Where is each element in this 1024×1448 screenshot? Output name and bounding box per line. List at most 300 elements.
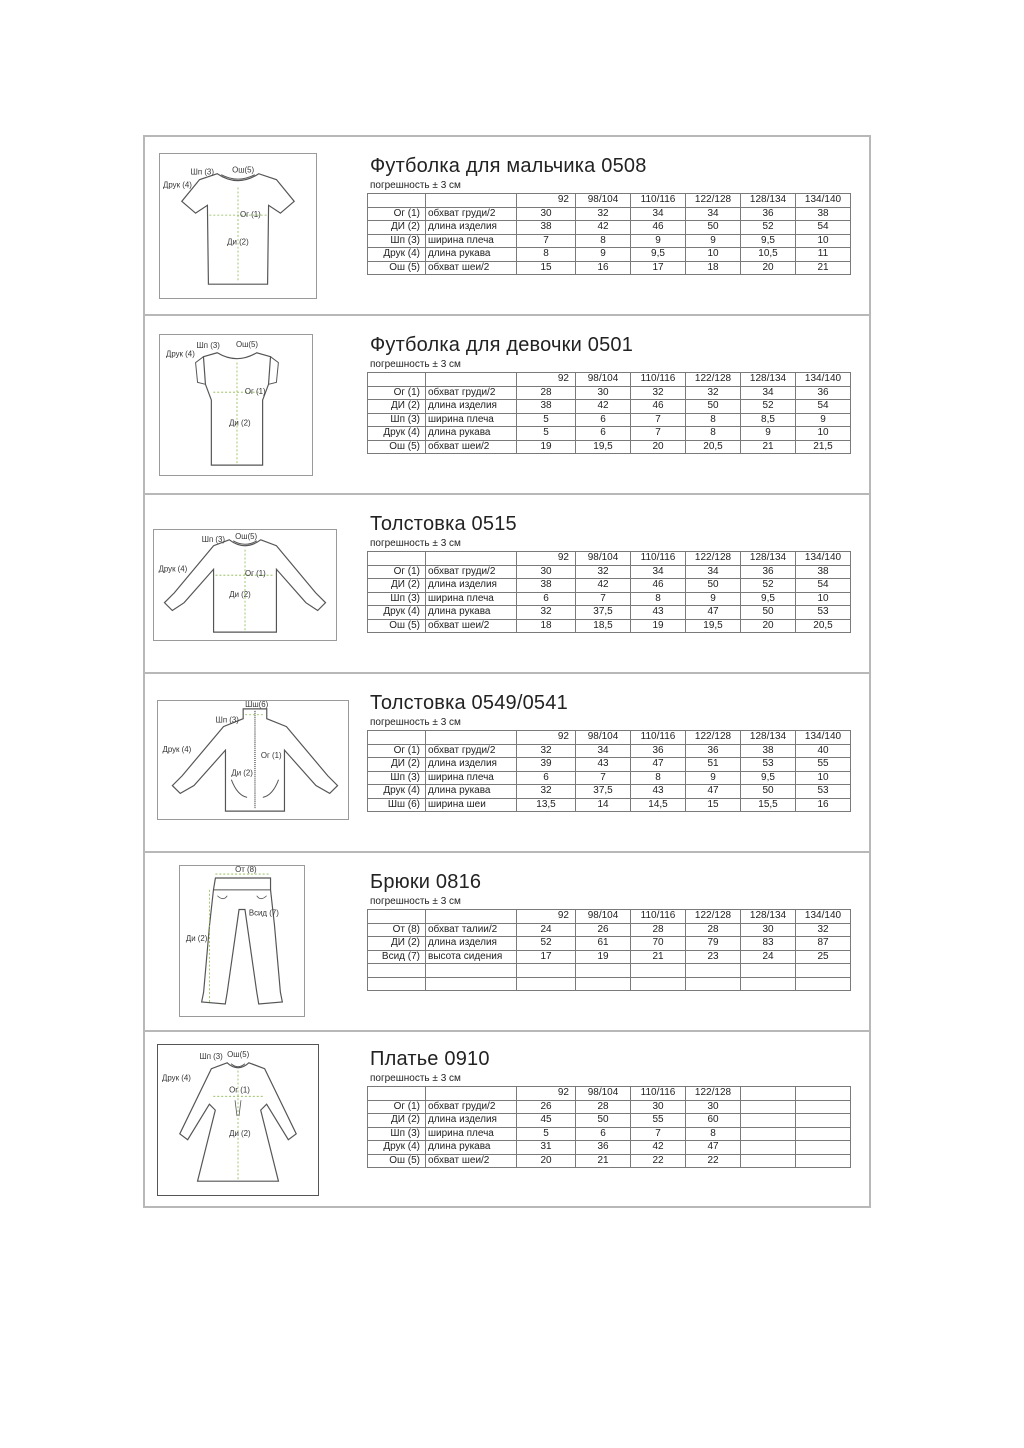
measure-value-cell: 30: [517, 207, 576, 221]
table-row: [368, 386, 851, 400]
measure-name-cell: длина изделия: [426, 1114, 517, 1128]
measure-value-cell: 20: [631, 440, 686, 454]
size-header-cell: 122/128: [686, 194, 741, 208]
table-row: [368, 440, 851, 454]
measure-value-cell: 28: [631, 923, 686, 937]
measure-value-cell: 32: [576, 207, 631, 221]
table-row: [368, 1127, 851, 1141]
measure-value-cell: 26: [576, 923, 631, 937]
label-og: Ог (1): [245, 569, 266, 579]
label-osh: Ош(5): [236, 339, 259, 349]
measure-value-cell: 9,5: [741, 771, 796, 785]
measure-value-cell: 6: [576, 427, 631, 441]
measure-code-cell: Ош (5): [368, 440, 426, 454]
measure-name-cell: обхват груди/2: [426, 1100, 517, 1114]
size-header-cell: 128/134: [741, 552, 796, 566]
tolerance-note: погрешность ± 3 см: [370, 717, 461, 728]
measure-code-cell: Друк (4): [368, 785, 426, 799]
size-table: [367, 372, 851, 454]
measure-value-cell: 51: [686, 758, 741, 772]
measure-name-cell: длина рукава: [426, 427, 517, 441]
measure-value-cell: 5: [517, 1127, 576, 1141]
size-header-cell: 92: [517, 194, 576, 208]
label-ot: От (8): [235, 866, 257, 875]
measure-value-cell: 24: [517, 923, 576, 937]
measure-value-cell: [796, 964, 851, 978]
measure-value-cell: 43: [576, 758, 631, 772]
size-header-cell: 98/104: [576, 194, 631, 208]
size-header-cell: 92: [517, 1087, 576, 1101]
measure-value-cell: 32: [796, 923, 851, 937]
measure-name-cell: обхват груди/2: [426, 386, 517, 400]
table-row: [368, 261, 851, 275]
measure-value-cell: 20: [741, 619, 796, 633]
measure-name-cell: длина изделия: [426, 400, 517, 414]
measure-value-cell: 6: [517, 592, 576, 606]
measure-value-cell: 50: [576, 1114, 631, 1128]
measure-name-cell: длина изделия: [426, 937, 517, 951]
measure-value-cell: [686, 977, 741, 991]
measure-code-cell: Друк (4): [368, 248, 426, 262]
measure-value-cell: 55: [631, 1114, 686, 1128]
measure-name-cell: длина изделия: [426, 221, 517, 235]
measure-value-cell: 10: [796, 427, 851, 441]
table-row: [368, 964, 851, 978]
label-di: Ди (2): [227, 237, 249, 247]
measure-value-cell: 30: [631, 1100, 686, 1114]
measure-value-cell: 19: [631, 619, 686, 633]
measure-value-cell: 9,5: [631, 248, 686, 262]
header-blank-cell: [426, 731, 517, 745]
label-di: Ди (2): [229, 1128, 251, 1138]
section-girl-tshirt: [145, 316, 869, 495]
measure-value-cell: 36: [796, 386, 851, 400]
measure-value-cell: 34: [576, 744, 631, 758]
measure-value-cell: [741, 964, 796, 978]
label-og: Ог (1): [239, 210, 261, 220]
measure-value-cell: 36: [686, 744, 741, 758]
size-header-cell: 128/134: [741, 373, 796, 387]
measure-name-cell: длина рукава: [426, 785, 517, 799]
measure-value-cell: 8: [686, 413, 741, 427]
header-blank-cell: [368, 1087, 426, 1101]
measure-value-cell: 36: [741, 207, 796, 221]
measure-code-cell: Шш (6): [368, 798, 426, 812]
measure-code-cell: ДИ (2): [368, 1114, 426, 1128]
measure-value-cell: 20: [517, 1154, 576, 1168]
measure-name-cell: ширина плеча: [426, 234, 517, 248]
measure-value-cell: 38: [796, 565, 851, 579]
measure-name-cell: обхват шеи/2: [426, 261, 517, 275]
measure-value-cell: 14,5: [631, 798, 686, 812]
measure-code-cell: Шп (3): [368, 234, 426, 248]
measure-value-cell: 6: [576, 1127, 631, 1141]
size-header-cell: 92: [517, 731, 576, 745]
size-header-row: [368, 910, 851, 924]
sweatshirt-sketch-icon: [154, 530, 336, 640]
measure-value-cell: 34: [686, 207, 741, 221]
measure-value-cell: 36: [631, 744, 686, 758]
table-row: [368, 744, 851, 758]
table-row: [368, 785, 851, 799]
measure-code-cell: Ош (5): [368, 619, 426, 633]
product-title: Футболка для девочки 0501: [370, 334, 634, 356]
table-row: [368, 798, 851, 812]
measure-name-cell: ширина плеча: [426, 592, 517, 606]
measure-value-cell: 9: [741, 427, 796, 441]
garment-sketch: [159, 153, 317, 299]
size-table: [367, 730, 851, 812]
measure-value-cell: 24: [741, 950, 796, 964]
size-header-cell: 92: [517, 373, 576, 387]
size-table: [367, 193, 851, 275]
measure-value-cell: 15: [517, 261, 576, 275]
measure-value-cell: 83: [741, 937, 796, 951]
measure-name-cell: длина рукава: [426, 1141, 517, 1155]
size-header-cell: 92: [517, 552, 576, 566]
measure-code-cell: Друк (4): [368, 606, 426, 620]
measure-value-cell: [576, 964, 631, 978]
measure-value-cell: 18: [517, 619, 576, 633]
size-header-cell: 128/134: [741, 910, 796, 924]
measure-code-cell: От (8): [368, 923, 426, 937]
measure-value-cell: 39: [517, 758, 576, 772]
table-row: [368, 619, 851, 633]
label-vsid: Всид (7): [248, 908, 279, 918]
size-header-cell: 128/134: [741, 731, 796, 745]
measure-value-cell: 46: [631, 221, 686, 235]
measure-value-cell: 9: [686, 234, 741, 248]
measure-value-cell: 6: [517, 771, 576, 785]
label-di: Ди (2): [185, 934, 208, 943]
header-blank-cell: [426, 194, 517, 208]
size-header-cell: 134/140: [796, 731, 851, 745]
measure-value-cell: 79: [686, 937, 741, 951]
measure-value-cell: 36: [741, 565, 796, 579]
size-header-cell: 134/140: [796, 552, 851, 566]
measure-code-cell: [368, 977, 426, 991]
table-row: [368, 565, 851, 579]
tolerance-note: погрешность ± 3 см: [370, 538, 461, 549]
measure-value-cell: 50: [686, 221, 741, 235]
size-header-cell: [796, 1087, 851, 1101]
measure-value-cell: 9: [631, 234, 686, 248]
measure-value-cell: 16: [576, 261, 631, 275]
measure-value-cell: 34: [631, 565, 686, 579]
measure-value-cell: 32: [517, 744, 576, 758]
measure-value-cell: 11: [796, 248, 851, 262]
table-row: [368, 1100, 851, 1114]
measure-value-cell: [796, 1114, 851, 1128]
size-header-cell: 110/116: [631, 731, 686, 745]
measure-code-cell: ДИ (2): [368, 937, 426, 951]
measure-value-cell: 22: [631, 1154, 686, 1168]
tshirt-sketch-icon: [160, 154, 316, 298]
size-header-row: [368, 1087, 851, 1101]
measure-value-cell: 7: [631, 427, 686, 441]
table-row: [368, 579, 851, 593]
measure-value-cell: [517, 977, 576, 991]
measure-value-cell: 32: [631, 386, 686, 400]
label-druk: Друк (4): [163, 180, 192, 190]
measure-value-cell: 28: [686, 923, 741, 937]
table-row: [368, 923, 851, 937]
measure-value-cell: 37,5: [576, 606, 631, 620]
measure-value-cell: 32: [517, 606, 576, 620]
size-header-cell: 98/104: [576, 731, 631, 745]
measure-value-cell: 8: [686, 1127, 741, 1141]
label-shp: Шп (3): [190, 167, 214, 177]
measure-code-cell: Шп (3): [368, 413, 426, 427]
size-chart-frame: [143, 135, 871, 1208]
measure-value-cell: 16: [796, 798, 851, 812]
measure-value-cell: 8: [517, 248, 576, 262]
measure-value-cell: [741, 1141, 796, 1155]
measure-value-cell: [741, 1114, 796, 1128]
measure-value-cell: [796, 1154, 851, 1168]
measure-value-cell: [741, 1127, 796, 1141]
size-header-cell: 128/134: [741, 194, 796, 208]
measure-value-cell: 21: [631, 950, 686, 964]
label-shp: Шп (3): [201, 534, 225, 544]
table-row: [368, 413, 851, 427]
measure-value-cell: [796, 1141, 851, 1155]
label-druk: Друк (4): [158, 564, 188, 574]
label-di: Ди (2): [231, 768, 253, 778]
table-row: [368, 400, 851, 414]
measure-value-cell: 9: [686, 592, 741, 606]
measure-name-cell: высота сидения: [426, 950, 517, 964]
jacket-sketch-icon: [158, 701, 348, 819]
measure-value-cell: [576, 977, 631, 991]
measure-value-cell: 52: [741, 221, 796, 235]
header-blank-cell: [368, 731, 426, 745]
header-blank-cell: [426, 373, 517, 387]
measure-value-cell: 7: [631, 1127, 686, 1141]
label-og: Ог (1): [260, 751, 282, 761]
measure-value-cell: 38: [796, 207, 851, 221]
measure-value-cell: [631, 977, 686, 991]
measure-name-cell: обхват груди/2: [426, 744, 517, 758]
measure-value-cell: [517, 964, 576, 978]
measure-value-cell: 60: [686, 1114, 741, 1128]
garment-sketch: [153, 529, 337, 641]
garment-sketch: [159, 334, 313, 476]
size-header-cell: 98/104: [576, 552, 631, 566]
measure-name-cell: [426, 977, 517, 991]
measure-value-cell: 70: [631, 937, 686, 951]
size-header-cell: 134/140: [796, 373, 851, 387]
header-blank-cell: [368, 373, 426, 387]
tshirt-sketch-icon: [160, 335, 312, 475]
product-title: Платье 0910: [370, 1048, 490, 1070]
measure-value-cell: 21: [576, 1154, 631, 1168]
measure-value-cell: 19: [517, 440, 576, 454]
header-blank-cell: [368, 194, 426, 208]
label-druk: Друк (4): [162, 745, 192, 755]
measure-value-cell: [631, 964, 686, 978]
measure-value-cell: [686, 964, 741, 978]
dress-sketch-icon: [158, 1045, 318, 1195]
measure-value-cell: 34: [686, 565, 741, 579]
size-header-row: [368, 194, 851, 208]
measure-value-cell: 14: [576, 798, 631, 812]
measure-value-cell: 30: [741, 923, 796, 937]
label-druk: Друк (4): [166, 349, 195, 359]
label-di: Ди (2): [229, 589, 251, 599]
measure-value-cell: 47: [631, 758, 686, 772]
measure-code-cell: ДИ (2): [368, 221, 426, 235]
measure-value-cell: 55: [796, 758, 851, 772]
size-header-cell: 110/116: [631, 373, 686, 387]
label-osh: Ош(5): [232, 165, 255, 175]
measure-value-cell: 53: [741, 758, 796, 772]
measure-value-cell: 45: [517, 1114, 576, 1128]
measure-code-cell: Ош (5): [368, 261, 426, 275]
measure-value-cell: 21: [741, 440, 796, 454]
measure-value-cell: 42: [576, 221, 631, 235]
measure-value-cell: 17: [517, 950, 576, 964]
measure-code-cell: Ог (1): [368, 744, 426, 758]
measure-name-cell: длина рукава: [426, 248, 517, 262]
measure-value-cell: 20: [741, 261, 796, 275]
measure-code-cell: Шп (3): [368, 1127, 426, 1141]
size-header-row: [368, 373, 851, 387]
measure-value-cell: 18,5: [576, 619, 631, 633]
measure-value-cell: 20,5: [686, 440, 741, 454]
tolerance-note: погрешность ± 3 см: [370, 359, 461, 370]
measure-name-cell: обхват шеи/2: [426, 440, 517, 454]
measure-value-cell: 9,5: [741, 234, 796, 248]
measure-code-cell: ДИ (2): [368, 400, 426, 414]
size-header-cell: 98/104: [576, 373, 631, 387]
size-header-row: [368, 731, 851, 745]
table-row: [368, 207, 851, 221]
measure-value-cell: 9: [576, 248, 631, 262]
size-header-cell: 110/116: [631, 194, 686, 208]
measure-value-cell: 17: [631, 261, 686, 275]
size-header-cell: 122/128: [686, 373, 741, 387]
measure-value-cell: 54: [796, 221, 851, 235]
measure-name-cell: длина изделия: [426, 758, 517, 772]
measure-value-cell: 19,5: [686, 619, 741, 633]
table-row: [368, 1114, 851, 1128]
measure-value-cell: 8: [576, 234, 631, 248]
measure-value-cell: 54: [796, 579, 851, 593]
section-dress-0910: [145, 1032, 869, 1208]
measure-value-cell: 50: [741, 606, 796, 620]
measure-value-cell: 32: [686, 386, 741, 400]
measure-value-cell: 9: [686, 771, 741, 785]
measure-value-cell: 18: [686, 261, 741, 275]
measure-value-cell: 38: [517, 221, 576, 235]
measure-value-cell: 23: [686, 950, 741, 964]
size-header-cell: 110/116: [631, 552, 686, 566]
size-header-cell: 122/128: [686, 552, 741, 566]
measure-value-cell: 40: [796, 744, 851, 758]
measure-value-cell: 26: [517, 1100, 576, 1114]
size-header-row: [368, 552, 851, 566]
measure-value-cell: 43: [631, 606, 686, 620]
measure-value-cell: 47: [686, 606, 741, 620]
measure-value-cell: 8: [686, 427, 741, 441]
measure-value-cell: 7: [517, 234, 576, 248]
measure-value-cell: 10: [686, 248, 741, 262]
measure-value-cell: 5: [517, 427, 576, 441]
measure-name-cell: длина изделия: [426, 579, 517, 593]
size-header-cell: 134/140: [796, 194, 851, 208]
table-row: [368, 977, 851, 991]
measure-value-cell: 52: [741, 400, 796, 414]
measure-value-cell: 21,5: [796, 440, 851, 454]
tolerance-note: погрешность ± 3 см: [370, 896, 461, 907]
table-row: [368, 606, 851, 620]
measure-value-cell: 36: [576, 1141, 631, 1155]
garment-sketch: [179, 865, 305, 1017]
measure-value-cell: [741, 977, 796, 991]
product-title: Футболка для мальчика 0508: [370, 155, 647, 177]
measure-code-cell: Ог (1): [368, 207, 426, 221]
table-row: [368, 592, 851, 606]
label-druk: Друк (4): [162, 1073, 191, 1083]
measure-code-cell: Ог (1): [368, 565, 426, 579]
size-table: [367, 1086, 851, 1168]
measure-value-cell: 19: [576, 950, 631, 964]
measure-name-cell: обхват шеи/2: [426, 1154, 517, 1168]
measure-value-cell: 7: [631, 413, 686, 427]
measure-value-cell: 8,5: [741, 413, 796, 427]
product-title: Толстовка 0549/0541: [370, 692, 568, 714]
measure-name-cell: ширина плеча: [426, 771, 517, 785]
measure-name-cell: обхват шеи/2: [426, 619, 517, 633]
table-row: [368, 1154, 851, 1168]
measure-value-cell: 19,5: [576, 440, 631, 454]
measure-value-cell: 28: [576, 1100, 631, 1114]
tolerance-note: погрешность ± 3 см: [370, 180, 461, 191]
measure-name-cell: ширина плеча: [426, 413, 517, 427]
label-og: Ог (1): [229, 1085, 250, 1095]
table-row: [368, 221, 851, 235]
measure-value-cell: 42: [576, 400, 631, 414]
measure-code-cell: Шп (3): [368, 771, 426, 785]
table-row: [368, 427, 851, 441]
measure-value-cell: 37,5: [576, 785, 631, 799]
measure-code-cell: ДИ (2): [368, 758, 426, 772]
label-shsh: Шш(6): [245, 701, 269, 709]
size-header-cell: 98/104: [576, 1087, 631, 1101]
size-table: [367, 909, 851, 991]
measure-value-cell: 10,5: [741, 248, 796, 262]
measure-value-cell: 8: [631, 592, 686, 606]
garment-sketch: [157, 700, 349, 820]
measure-value-cell: 13,5: [517, 798, 576, 812]
measure-value-cell: 54: [796, 400, 851, 414]
size-header-cell: 98/104: [576, 910, 631, 924]
header-blank-cell: [368, 552, 426, 566]
measure-value-cell: 46: [631, 579, 686, 593]
measure-value-cell: [741, 1154, 796, 1168]
section-boy-tshirt: [145, 137, 869, 316]
measure-value-cell: 7: [576, 592, 631, 606]
measure-value-cell: 38: [741, 744, 796, 758]
label-osh: Ош(5): [235, 531, 258, 541]
header-blank-cell: [368, 910, 426, 924]
header-blank-cell: [426, 1087, 517, 1101]
measure-code-cell: Друк (4): [368, 1141, 426, 1155]
size-header-cell: 122/128: [686, 731, 741, 745]
size-header-cell: 110/116: [631, 910, 686, 924]
label-di: Ди (2): [229, 418, 251, 428]
